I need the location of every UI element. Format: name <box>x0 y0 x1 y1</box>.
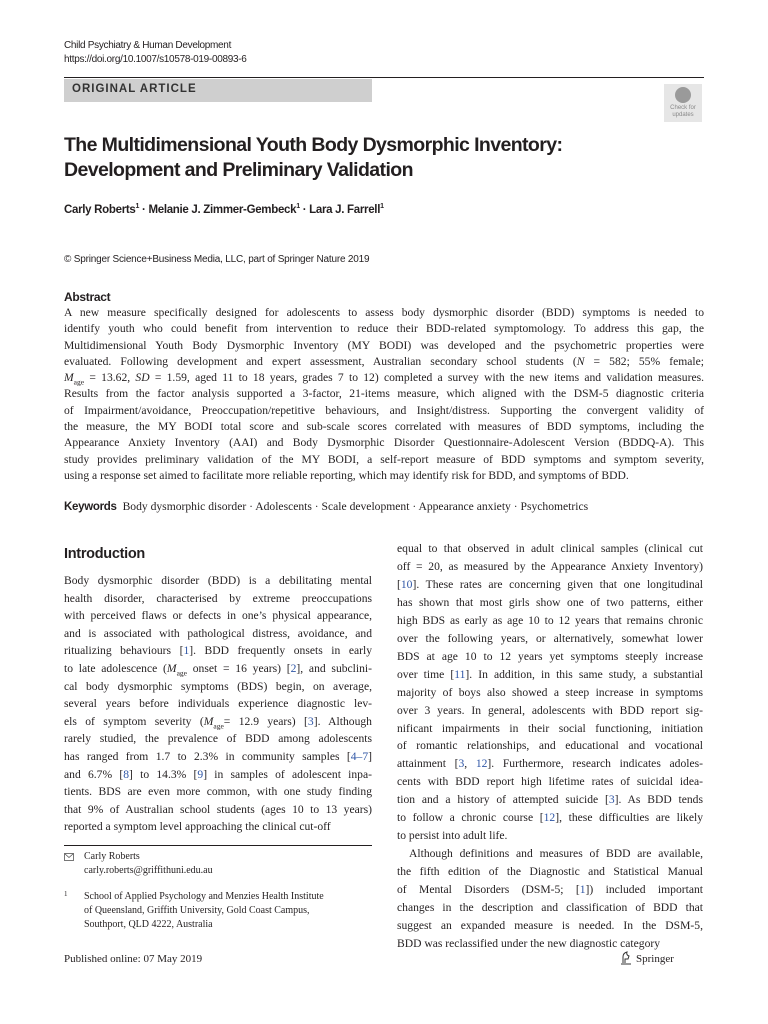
text-line <box>397 791 703 809</box>
text-segment: using a response set aimed to facilitate more reliable reporting, which may identify risk for BDD, and symptoms of BDD. <box>64 468 629 482</box>
text-segment: of Impairment/avoidance, Preoccupation/repetitive behaviours, and Insight/distress. Supporting the convergent validity of <box>64 403 704 417</box>
text-line <box>397 720 703 738</box>
doi-link[interactable]: https://doi.org/10.1007/s10578-019-00893-6 <box>64 54 247 65</box>
citation-link[interactable]: 8 <box>123 767 130 781</box>
text-line <box>64 403 704 419</box>
text-segment: , <box>464 757 476 771</box>
text-segment: with perceived flaws or defects in one’s physical appearance, <box>64 609 372 623</box>
text-segment: ]. Although <box>313 714 372 728</box>
text-line <box>64 713 372 731</box>
text-segment: A new measure specifically designed for adolescents to assess body dysmorphic disorder (BDD) symptoms is needed to <box>64 306 704 319</box>
text-segment: Body dysmorphic disorder (BDD) is a debilitating mental <box>64 574 372 587</box>
text-segment: ]. These rates are concerning given that one longitudinal <box>412 577 703 591</box>
section-heading-introduction: Introduction <box>64 546 145 562</box>
text-segment: BDS at age 10 to 12 years yet symptoms steeply increase <box>397 649 703 663</box>
abstract-body <box>64 305 704 484</box>
text-segment: several years before individuals experience diagnostic lev- <box>64 697 372 711</box>
text-segment: [ <box>397 577 401 591</box>
text-segment: = 582; 55% female; <box>584 354 704 368</box>
keywords <box>64 500 588 513</box>
text-segment: els of symptom severity ( <box>64 714 204 728</box>
text-segment: rarely studied, the prevalence of BDD among adolescents <box>64 732 372 746</box>
body-column-left <box>64 572 372 836</box>
badge-line-2: updates <box>672 112 694 118</box>
article-type: ORIGINAL ARTICLE <box>72 83 197 95</box>
text-segment: to follow a chronic course [ <box>397 811 544 825</box>
text-line <box>64 695 372 713</box>
italic-symbol: M <box>64 371 74 385</box>
text-segment: tients. BDS are even more common, with one study finding <box>64 785 372 799</box>
title-line: The Multidimensional Youth Body Dysmorphic Inventory: <box>64 134 563 156</box>
title-line: Development and Preliminary Validation <box>64 159 413 181</box>
text-segment: ]) included important <box>585 883 703 897</box>
affiliation-number: 1 <box>64 890 68 898</box>
text-line <box>64 660 372 678</box>
text-segment: off = 20, as measured by the Appearance Anxiety Inventory) <box>397 559 703 573</box>
text-segment: ritualizing behaviours [ <box>64 644 184 658</box>
affiliation-mark: 1 <box>296 203 300 210</box>
text-segment: identify youth who could benefit from intervention to reduce their BDD-related symptomology. To address this gap, the <box>64 322 704 336</box>
text-line <box>64 730 372 748</box>
author-name[interactable]: Carly Roberts <box>64 203 136 216</box>
text-line <box>64 607 372 625</box>
text-segment: Appearance Anxiety Inventory (AAI) and Body Dysmorphic Disorder Questionnaire-Adolescent Version (BDDQ-A). This <box>64 436 704 450</box>
text-segment: Although definitions and measures of BDD are available, <box>409 847 703 861</box>
text-line <box>64 642 372 660</box>
text-line <box>397 594 703 612</box>
text-segment: majority of boys also showed a steep increase in symptoms <box>397 685 703 699</box>
text-segment: BDD was reclassified under the new diagnostic category <box>397 936 661 950</box>
text-segment: ], and subclini- <box>296 661 373 675</box>
text-line <box>397 899 703 917</box>
text-line <box>64 435 704 451</box>
text-line <box>64 590 372 608</box>
text-line <box>397 540 703 558</box>
publisher-name: Springer <box>636 953 674 965</box>
citation-link[interactable]: 9 <box>197 767 204 781</box>
body-column-right <box>397 540 703 953</box>
text-segment: that 9% of Australian school students (ages 10 to 13 years) <box>64 802 372 816</box>
springer-logo <box>620 951 674 965</box>
citation-link[interactable]: 3 <box>608 793 615 807</box>
check-for-updates-badge[interactable] <box>664 84 702 122</box>
text-segment: ]. In addition, in this same study, a substantial <box>465 667 703 681</box>
text-line <box>397 845 703 863</box>
citation-link[interactable]: 2 <box>290 661 297 675</box>
badge-line-1: Check for <box>670 105 696 111</box>
affiliation-line: School of Applied Psychology and Menzies Health Institute <box>84 891 324 902</box>
text-line <box>397 702 703 720</box>
text-segment: cents with BDD report high lifetime rates of suicidal idea- <box>397 775 703 789</box>
text-line <box>397 684 703 702</box>
copyright-notice: © Springer Science+Business Media, LLC, part of Springer Nature 2019 <box>64 254 370 265</box>
text-segment: nificant impairments in their social functioning, initiation <box>397 721 703 735</box>
text-line <box>397 755 703 773</box>
text-line <box>397 558 703 576</box>
author-list <box>64 203 384 216</box>
published-date: Published online: 07 May 2019 <box>64 953 203 965</box>
text-segment: evaluated. Following development and expert assessment, Australian secondary school students ( <box>64 354 577 368</box>
text-segment: over 3 years. In general, adolescents with BDD report sig- <box>397 703 703 717</box>
text-line <box>64 783 372 801</box>
text-line <box>397 612 703 630</box>
italic-symbol: M <box>203 714 214 728</box>
text-segment: reported a symptom level approaching the clinical cut-off <box>64 820 331 834</box>
text-segment: over time [ <box>397 667 455 681</box>
text-segment: over the following years, or alternatively, somewhat lower <box>397 631 703 645</box>
author-separator: · <box>139 203 149 216</box>
text-line <box>397 630 703 648</box>
article-type-band <box>64 79 372 102</box>
corresponding-author-name: Carly Roberts <box>84 851 140 862</box>
journal-header <box>64 39 247 67</box>
text-segment: has shown that most girls show one of two patterns, either <box>397 595 703 609</box>
text-segment: equal to that observed in adult clinical samples (clinical cut <box>397 542 703 555</box>
footnote-rule <box>64 845 372 846</box>
text-line <box>64 419 704 435</box>
text-line <box>64 338 704 354</box>
text-line <box>64 370 704 386</box>
text-line <box>397 809 703 827</box>
paper-title <box>64 133 562 183</box>
text-line <box>64 386 704 402</box>
text-segment: ] <box>368 749 372 763</box>
subscript: age <box>73 377 85 387</box>
text-segment: and is associated with pathological distress, avoidance, and <box>64 626 372 640</box>
subscript: age <box>213 721 224 731</box>
text-segment: Multidimensional Youth Body Dysmorphic Inventory (MY BODI) was developed and the psychometric properties were <box>64 338 704 352</box>
affiliation-mark: 1 <box>135 203 140 210</box>
text-segment: = 13.62, <box>84 371 136 385</box>
affiliation-mark: 1 <box>380 203 384 210</box>
text-line <box>397 827 703 845</box>
text-segment: ], these difficulties are likely <box>555 811 704 825</box>
citation-link[interactable]: 3 <box>307 714 314 728</box>
citation-link[interactable]: 11 <box>454 667 466 681</box>
text-segment: to persist into adult life. <box>397 829 508 843</box>
italic-symbol: SD <box>135 371 150 385</box>
corresponding-email[interactable]: carly.roberts@griffithuni.edu.au <box>84 865 213 876</box>
citation-link[interactable]: 3 <box>458 757 465 771</box>
text-segment: health disorder, characterised by extreme preoccupations <box>64 591 372 605</box>
citation-link[interactable]: 12 <box>475 757 488 771</box>
text-line <box>64 818 372 836</box>
text-line <box>64 452 704 468</box>
citation-link[interactable]: 10 <box>400 577 413 591</box>
springer-horse-icon <box>620 951 632 965</box>
text-line <box>397 773 703 791</box>
text-segment: and 6.7% [ <box>64 767 124 781</box>
text-segment: Results from the factor analysis supported a 3-factor, 21-items measure, which aligned with the DSM-5 diagnostic criteria <box>64 387 704 401</box>
envelope-icon <box>64 853 74 861</box>
author-name[interactable]: Melanie J. Zimmer-Gembeck <box>148 203 297 216</box>
text-line <box>397 648 703 666</box>
text-line <box>397 666 703 684</box>
text-line <box>64 572 372 590</box>
text-segment: study provides preliminary validation of the MY BODI, a self-report measure of BDD symptoms and symptom severity, <box>64 452 704 466</box>
subscript: age <box>176 668 187 678</box>
text-line <box>64 766 372 784</box>
text-segment: ]. As BDD tends <box>614 793 703 807</box>
text-line <box>64 354 704 370</box>
text-segment: = 12.9 years) [ <box>223 714 308 728</box>
affiliation-line: Southport, QLD 4222, Australia <box>84 919 213 930</box>
text-line <box>397 576 703 594</box>
text-segment: tion and a history of attempted suicide [ <box>397 793 609 807</box>
italic-symbol: M <box>166 661 177 675</box>
text-line <box>64 468 704 484</box>
abstract-heading: Abstract <box>64 290 111 304</box>
text-line <box>64 678 372 696</box>
affiliation-line: of Queensland, Griffith University, Gold Coast Campus, <box>84 905 310 916</box>
text-segment: onset = 16 years) [ <box>187 661 291 675</box>
text-segment: has ranged from 1.7 to 2.3% in community samples [ <box>64 749 351 763</box>
text-segment: ]. BDD frequently onsets in early <box>189 644 372 658</box>
text-segment: ]. Furthermore, research indicates adoles- <box>487 757 703 771</box>
keywords-label: Keywords <box>64 501 117 513</box>
text-segment: cal body dysmorphic symptoms (BDS) begin, on average, <box>64 679 372 693</box>
citation-link[interactable]: 4–7 <box>350 749 369 763</box>
crossmark-icon <box>675 87 691 103</box>
text-segment: to late adolescence ( <box>64 661 167 675</box>
citation-link[interactable]: 1 <box>183 644 190 658</box>
text-line <box>64 321 704 337</box>
text-line <box>64 305 704 321</box>
citation-link[interactable]: 12 <box>543 811 556 825</box>
text-segment: of romantic relationships, and educational and vocational <box>397 739 703 753</box>
text-segment: ] to 14.3% [ <box>129 767 198 781</box>
text-line <box>397 881 703 899</box>
text-segment: the fifth edition of the Diagnostic and Statistical Manual <box>397 865 703 879</box>
text-segment: the measure, the MY BODI total score and sub-scale scores correlated with measures of BDD symptoms, including the <box>64 420 704 434</box>
text-segment: suggest an expanded measure is needed. In the DSM-5, <box>397 919 703 933</box>
text-line <box>397 863 703 881</box>
text-line <box>64 625 372 643</box>
text-segment: changes in the description and classification of BDD that <box>397 901 703 915</box>
text-line <box>397 917 703 935</box>
text-segment: = 1.59, aged 11 to 18 years, grades 7 to 12) completed a survey with the new items and validation measures. <box>149 371 704 385</box>
text-segment: high BDS as early as age 10 to 12 years that remains chronic <box>397 613 703 627</box>
header-rule <box>64 77 704 78</box>
affiliation-note <box>64 890 324 932</box>
journal-name: Child Psychiatry & Human Development <box>64 40 232 51</box>
text-line <box>64 801 372 819</box>
text-line <box>64 748 372 766</box>
corresponding-author-note <box>64 850 213 878</box>
text-line <box>397 737 703 755</box>
author-name[interactable]: Lara J. Farrell <box>309 203 381 216</box>
text-segment: of Mental Disorders (DSM-5; [ <box>397 883 580 897</box>
italic-symbol: N <box>576 354 585 368</box>
text-segment: attainment [ <box>397 757 459 771</box>
text-segment: ] in samples of adolescent inpa- <box>203 767 372 781</box>
keywords-list: Body dysmorphic disorder · Adolescents · Scale development · Appearance anxiety · Psychometrics <box>122 500 589 513</box>
citation-link[interactable]: 1 <box>579 883 586 897</box>
author-separator: · <box>299 203 310 216</box>
